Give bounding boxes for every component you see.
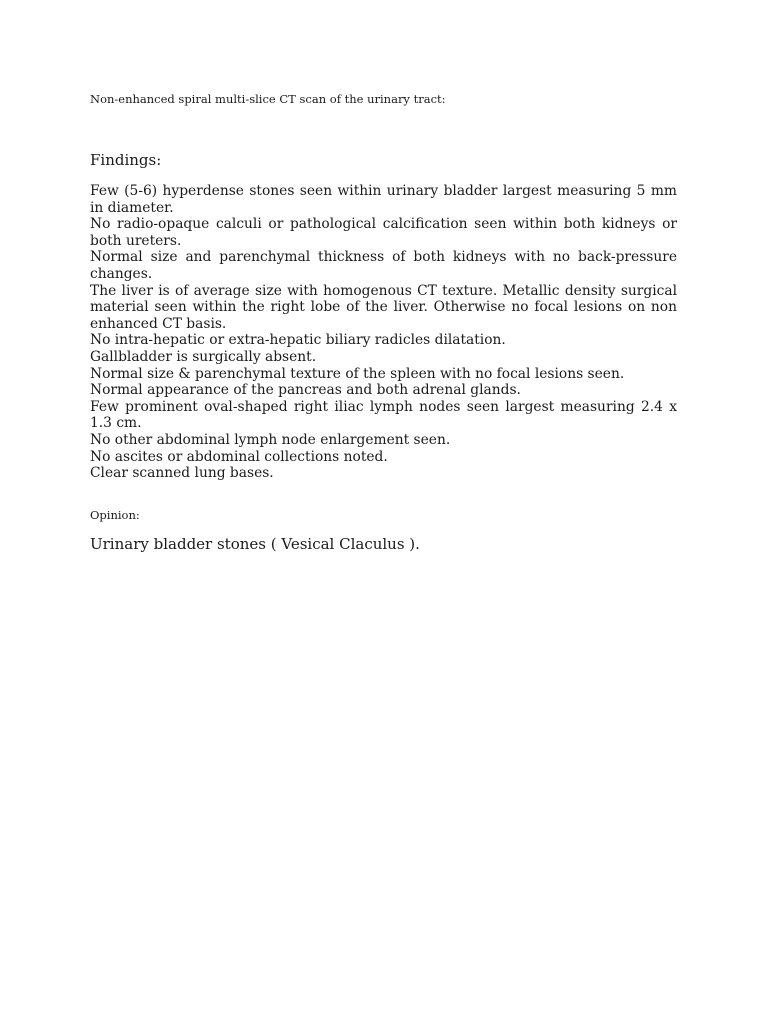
finding-item: No radio-opaque calculi or pathological calcification seen within both kidneys or both ureters. [90, 216, 677, 249]
findings-list [90, 183, 677, 482]
finding-item: Clear scanned lung bases. [90, 465, 274, 482]
finding-item: Gallbladder is surgically absent. [90, 348, 317, 365]
finding-item: Normal size and parenchymal thickness of both kidneys with no back-pressure changes. [90, 249, 677, 282]
finding-item: Few (5-6) hyperdense stones seen within urinary bladder largest measuring 5 mm in diameter. [90, 183, 677, 216]
finding-item: Normal appearance of the pancreas and both adrenal glands. [90, 382, 521, 399]
findings-heading: Findings: [90, 151, 162, 169]
opinion-text: Urinary bladder stones ( Vesical Claculus ). [90, 535, 420, 553]
report-title: Non-enhanced spiral multi-slice CT scan of the urinary tract: [90, 92, 446, 106]
finding-item: No ascites or abdominal collections noted. [90, 448, 388, 465]
report-page [90, 0, 677, 1024]
finding-item: Normal size & parenchymal texture of the spleen with no focal lesions seen. [90, 365, 625, 382]
finding-item: No intra-hepatic or extra-hepatic biliary radicles dilatation. [90, 332, 506, 349]
opinion-label: Opinion: [90, 508, 140, 522]
finding-item: Few prominent oval-shaped right iliac lymph nodes seen largest measuring 2.4 x 1.3 cm. [90, 398, 677, 432]
finding-item: The liver is of average size with homogenous CT texture. Metallic density surgical material seen within the right lobe of the liver. Otherwise no focal lesions on non enhanced CT basis. [90, 282, 677, 332]
finding-item: No other abdominal lymph node enlargement seen. [90, 431, 451, 448]
